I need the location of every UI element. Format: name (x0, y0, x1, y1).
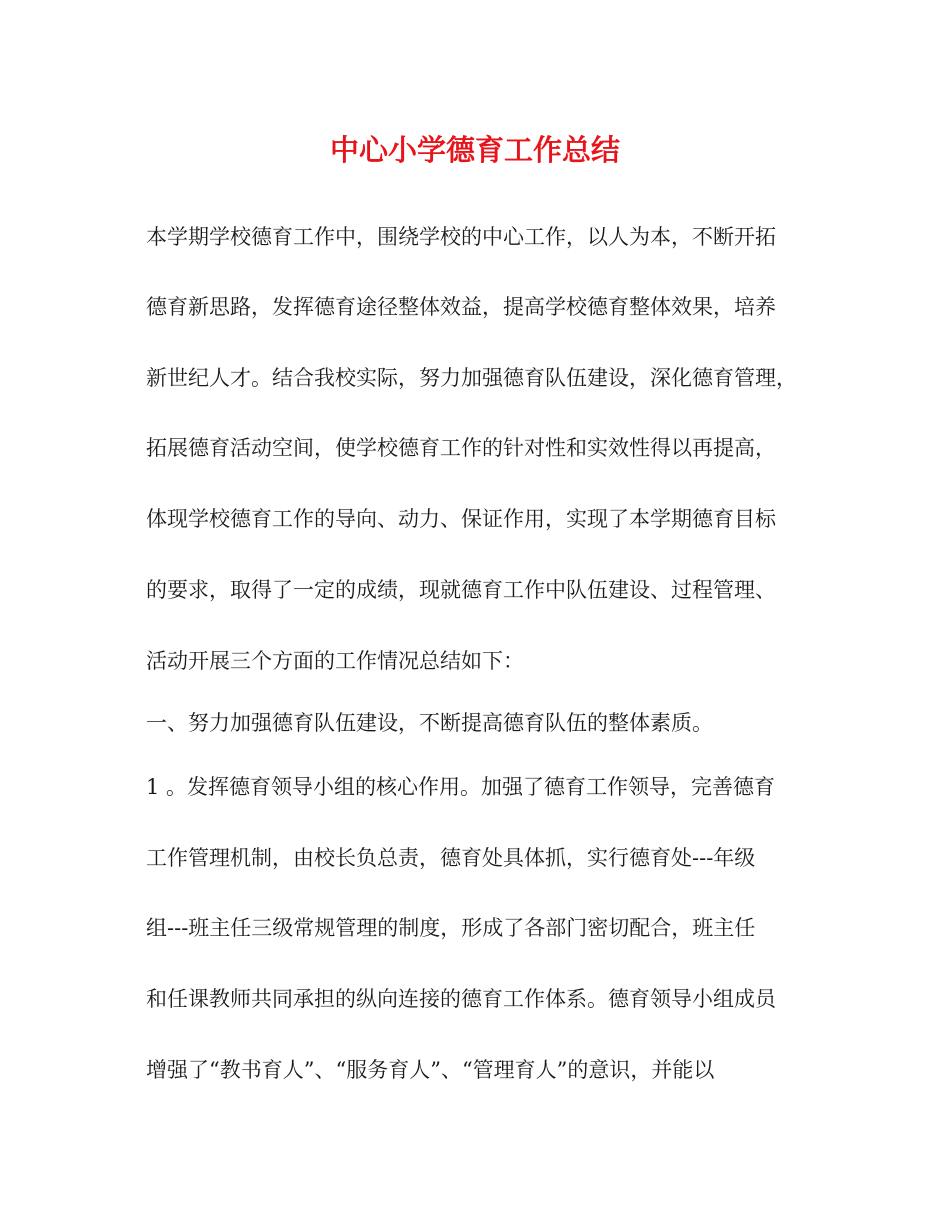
body-line-7: 活动开展三个方面的工作情况总结如下： (146, 649, 524, 673)
document-title: 中心小学德育工作总结 (329, 133, 620, 167)
body-line-11: 组---班主任三级常规管理的制度，形成了各部门密切配合，班主任 (146, 916, 756, 940)
section-heading-1: 一、努力加强德育队伍建设，不断提高德育队伍的整体素质。 (146, 711, 713, 735)
body-line-4: 拓展德育活动空间，使学校德育工作的针对性和实效性得以再提高， (146, 436, 776, 460)
body-line-10: 工作管理机制，由校长负总责，德育处具体抓，实行德育处---年级 (146, 846, 756, 870)
body-line-5: 体现学校德育工作的导向、动力、保证作用，实现了本学期德育目标 (146, 507, 776, 531)
body-line-6: 的要求，取得了一定的成绩，现就德育工作中队伍建设、过程管理、 (146, 578, 776, 602)
body-line-9: 1 。发挥德育领导小组的核心作用。加强了德育工作领导，完善德育 (146, 775, 776, 799)
body-line-12: 和任课教师共同承担的纵向连接的德育工作体系。德育领导小组成员 (146, 987, 776, 1011)
body-line-1: 本学期学校德育工作中，围绕学校的中心工作，以人为本，不断开拓 (146, 225, 776, 249)
body-line-13: 增强了“教书育人”、“服务育人”、“管理育人”的意识，并能以 (146, 1058, 715, 1082)
body-line-3: 新世纪人才。结合我校实际，努力加强德育队伍建设，深化德育管理， (146, 366, 797, 390)
body-line-2: 德育新思路，发挥德育途径整体效益，提高学校德育整体效果，培养 (146, 295, 776, 319)
